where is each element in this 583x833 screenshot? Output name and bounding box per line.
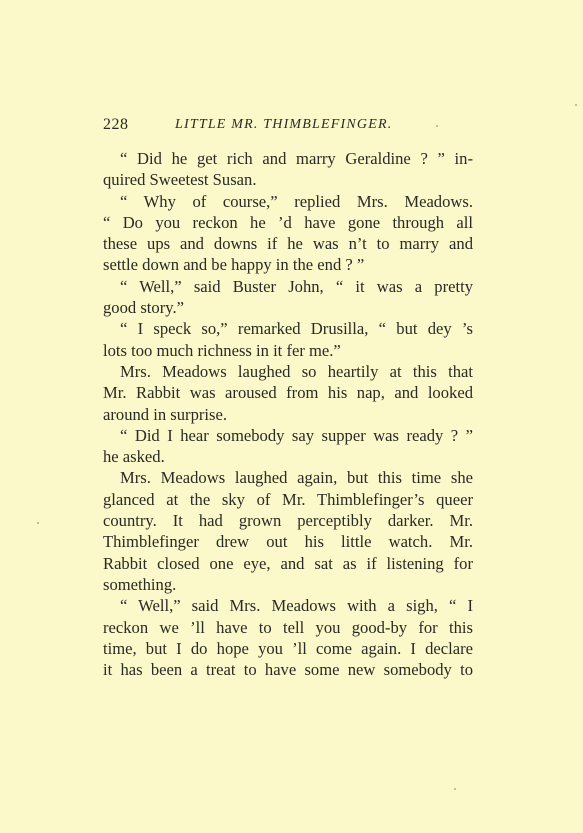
print-speck (436, 125, 438, 127)
text-line: country. It had grown perceptibly darker. Mr. (103, 511, 473, 531)
text-line: “ Did I hear somebody say supper was ready ? ” (120, 425, 473, 445)
text-line: Thimblefinger drew out his little watch. Mr. (103, 532, 473, 552)
paragraph (103, 595, 473, 680)
print-speck (454, 788, 456, 790)
text-line: lots too much richness in it fer me.” (103, 340, 341, 360)
text-line: good story.” (103, 298, 184, 318)
paragraph (103, 318, 473, 361)
text-line: Rabbit closed one eye, and sat as if listening for (103, 553, 473, 573)
text-line: “ Did he get rich and marry Geraldine ? ” in- (120, 149, 473, 168)
text-line: around in surprise. (103, 404, 227, 424)
text-line: settle down and be happy in the end ? ” (103, 255, 365, 275)
text-line: something. (103, 574, 177, 594)
paragraph (103, 276, 473, 319)
body-text (103, 148, 473, 680)
paragraph (103, 361, 473, 425)
text-line: he asked. (103, 447, 165, 467)
text-line: these ups and downs if he was n’t to marry and (103, 234, 473, 254)
text-line: Mrs. Meadows laughed so heartily at this that (120, 361, 473, 381)
print-speck (37, 522, 39, 524)
print-speck (575, 104, 577, 106)
text-line: “ Well,” said Buster John, “ it was a pretty (120, 276, 473, 296)
text-line: Mr. Rabbit was aroused from his nap, and looked (103, 383, 473, 403)
page-number: 228 (103, 116, 129, 133)
text-line: “ Well,” said Mrs. Meadows with a sigh, “ I (120, 596, 473, 616)
running-head (103, 116, 473, 138)
text-line: Mrs. Meadows laughed again, but this time she (120, 468, 473, 488)
paragraph (103, 467, 473, 595)
book-title: LITTLE MR. THIMBLEFINGER. (175, 117, 393, 132)
text-line: quired Sweetest Susan. (103, 170, 257, 190)
paragraph (103, 191, 473, 276)
text-line: it has been a treat to have some new somebody to (103, 660, 473, 680)
text-line: time, but I do hope you ’ll come again. I declare (103, 638, 473, 658)
text-line: “ I speck so,” remarked Drusilla, “ but dey ’s (120, 319, 473, 339)
text-line: “ Do you reckon he ’d have gone through all (103, 212, 473, 232)
text-line: reckon we ’ll have to tell you good-by for this (103, 617, 473, 637)
text-line: glanced at the sky of Mr. Thimblefinger’s queer (103, 489, 473, 509)
paragraph (103, 148, 473, 191)
text-line: “ Why of course,” replied Mrs. Meadows. (120, 191, 473, 211)
paragraph (103, 425, 473, 468)
